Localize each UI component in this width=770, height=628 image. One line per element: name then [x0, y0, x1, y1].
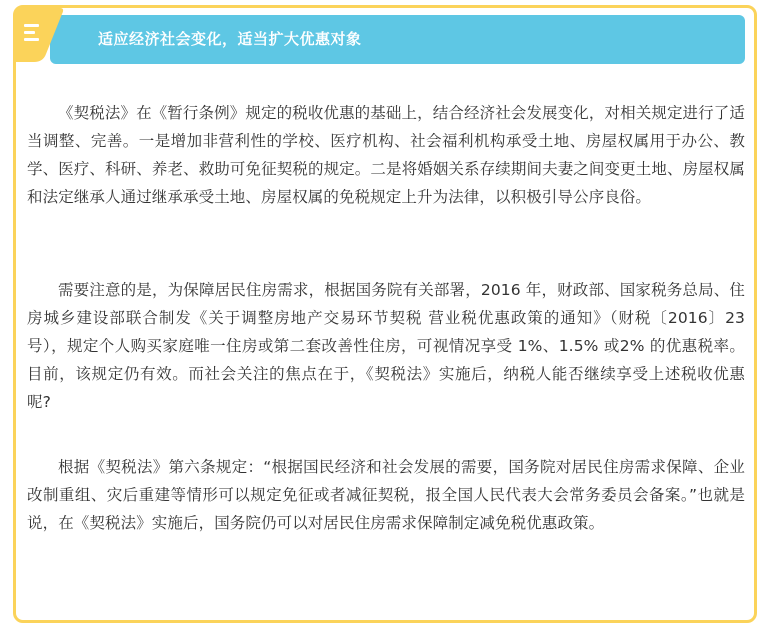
- paragraph-3: 根据《契税法》第六条规定：“根据国民经济和社会发展的需要，国务院对居民住房需求保障、企业改制重组、灾后重建等情形可以规定免征或者减征契税，报全国人民代表大会常务委员会备案。”也就是说，在《契税法》实施后，国务院仍可以对居民住房需求保障制定减免税优惠政策。: [27, 458, 745, 532]
- section-header-banner: [50, 15, 745, 64]
- paragraph-2: 需要注意的是，为保障居民住房需求，根据国务院有关部署，2016 年，财政部、国家税务总局、住房城乡建设部联合制发《关于调整房地产交易环节契税 营业税优惠政策的通知》（财税〔2016〕23 号），规定个人购买家庭唯一住房或第二套改善性住房，可视情况享受 1%、1.5% 或2% 的优惠税率。目前，该规定仍有效。而社会关注的焦点在于，《契税法》实施后，纳税人能否继续享受上述税收优惠呢?: [27, 281, 745, 411]
- section-title: 适应经济社会变化，适当扩大优惠对象: [98, 30, 362, 48]
- paragraph-1: 《契税法》在《暂行条例》规定的税收优惠的基础上，结合经济社会发展变化，对相关规定进行了适当调整、完善。一是增加非营利性的学校、医疗机构、社会福利机构承受土地、房屋权属用于办公、教学、医疗、科研、养老、救助可免征契税的规定。二是将婚姻关系存续期间夫妻之间变更土地、房屋权属和法定继承人通过继承承受土地、房屋权属的免税规定上升为法律，以积极引导公序良俗。: [27, 104, 745, 206]
- list-menu-icon: [16, 8, 70, 62]
